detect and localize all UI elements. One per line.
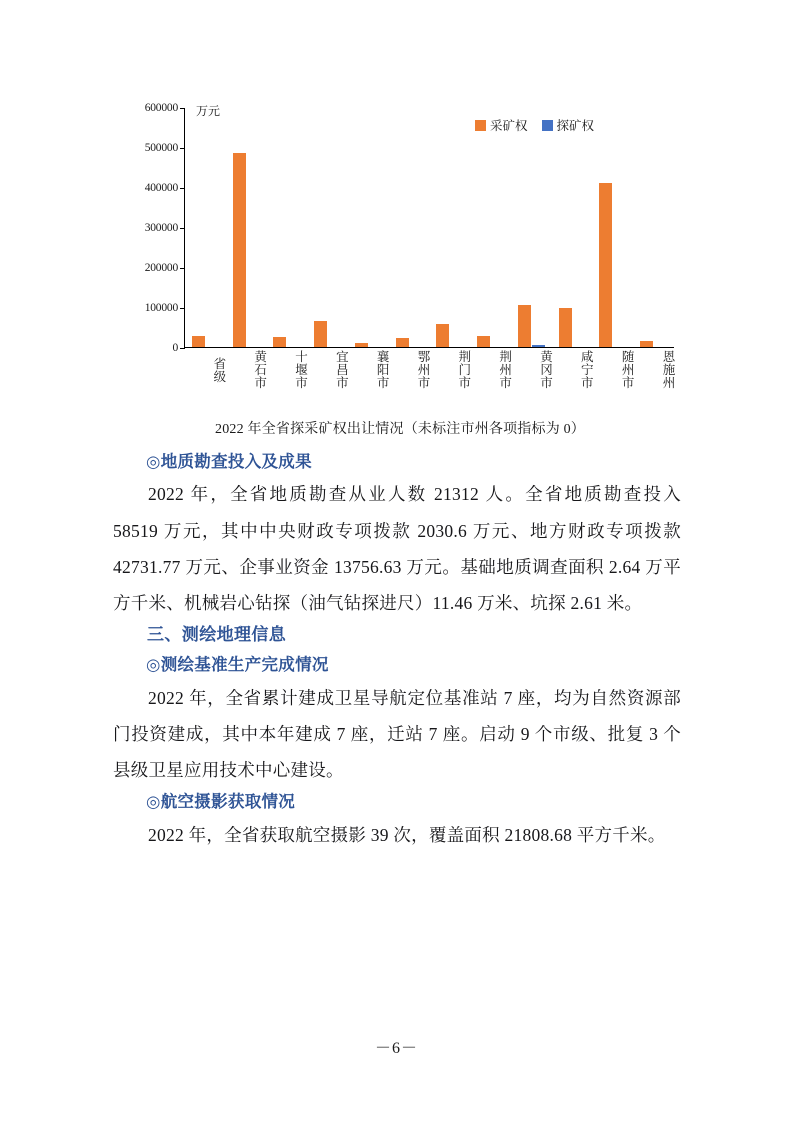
bar-chart-mining-rights <box>120 100 680 437</box>
bar-group <box>389 108 430 347</box>
x-axis-label-wrap <box>306 350 347 389</box>
y-axis-labels <box>120 100 178 354</box>
y-axis-tick <box>180 108 185 109</box>
bar-group <box>593 108 634 347</box>
y-axis-tick <box>180 188 185 189</box>
x-axis-label-wrap <box>511 350 552 389</box>
bar-group <box>226 108 267 347</box>
x-axis-labels <box>184 350 674 389</box>
y-axis-tick-label: 100000 <box>144 302 178 314</box>
bar-mining-right <box>518 305 531 347</box>
bar-mining-right <box>355 343 368 347</box>
y-axis-unit-label: 万元 <box>196 104 221 118</box>
y-axis-tick-label: 200000 <box>144 262 178 274</box>
x-axis-tick-label: 荆门市 <box>456 350 471 389</box>
bar-group <box>185 108 226 347</box>
bar-mining-right <box>192 336 205 347</box>
x-axis-tick-label: 恩施州 <box>660 350 675 389</box>
chart-bars <box>185 108 674 347</box>
y-axis-tick-label: 0 <box>172 342 178 354</box>
x-axis-tick-label: 省级 <box>211 356 226 383</box>
y-axis-tick <box>180 268 185 269</box>
x-axis-label-wrap <box>633 350 674 389</box>
x-axis-label-wrap <box>551 350 592 389</box>
y-axis-tick <box>180 308 185 309</box>
bar-group <box>511 108 552 347</box>
x-axis-label-wrap <box>429 350 470 389</box>
bar-group <box>348 108 389 347</box>
x-axis-label-wrap <box>347 350 388 389</box>
x-axis-label-wrap <box>184 350 225 389</box>
x-axis-label-wrap <box>266 350 307 389</box>
chart-plot <box>184 108 674 348</box>
legend-label: 探矿权 <box>556 119 595 133</box>
x-axis-tick-label: 荆州市 <box>497 350 512 389</box>
y-axis-tick <box>180 348 185 349</box>
legend-label: 采矿权 <box>490 119 528 133</box>
heading-geo-survey: ◎地质勘查投入及成果 <box>146 452 312 471</box>
bar-mining-right <box>233 153 246 347</box>
bar-mining-right <box>640 341 653 347</box>
bar-group <box>307 108 348 347</box>
x-axis-tick-label: 黄冈市 <box>538 350 553 389</box>
paragraph-benchmark-production: 2022 年，全省累计建成卫星导航定位基准站 7 座，均为自然资源部门投资建成，其中本年建成 7 座，迁站 7 座。启动 9 个市级、批复 3 个县级卫星应用技术中心建设。 <box>113 687 681 780</box>
x-axis-label-wrap <box>225 350 266 389</box>
bar-mining-right <box>599 183 612 347</box>
heading-aerial-photography: ◎航空摄影获取情况 <box>146 792 296 812</box>
y-axis-tick-label: 500000 <box>144 142 178 154</box>
y-axis-tick <box>180 148 185 149</box>
bar-mining-right <box>396 338 409 347</box>
bar-mining-right <box>559 308 572 347</box>
paragraph-geo-survey: 2022 年，全省地质勘查从业人数 21312 人。全省地质勘查投入 58519 万元，其中中央财政专项拨款 2030.6 万元、地方财政专项拨款 42731.77 万元、企事业资金 13756.63 万元。基础地质调查面积 2.64 万平方千米、机械岩心钻探（油气钻探进尺）11.46 万米、坑探 2.61 米。 <box>113 484 681 614</box>
bar-group <box>267 108 308 347</box>
x-axis-label-wrap <box>388 350 429 389</box>
x-axis-label-wrap <box>470 350 511 389</box>
paragraph-aerial-photography: 2022 年，全省获取航空摄影 39 次，覆盖面积 21808.68 平方千米。 <box>148 824 666 845</box>
y-axis-tick <box>180 228 185 229</box>
heading-surveying-mapping: 三、测绘地理信息 <box>147 625 287 646</box>
bar-group <box>633 108 674 347</box>
y-axis-tick-label: 300000 <box>144 222 178 234</box>
x-axis-tick-label: 鄂州市 <box>415 350 430 389</box>
bar-group <box>470 108 511 347</box>
bar-mining-right <box>314 321 327 347</box>
bar-mining-right <box>273 337 286 347</box>
bar-exploration-right <box>532 345 545 347</box>
bar-mining-right <box>436 324 449 347</box>
x-axis-tick-label: 十堰市 <box>293 350 308 389</box>
x-axis-tick-label: 襄阳市 <box>375 350 390 389</box>
x-axis-tick-label: 咸宁市 <box>579 350 594 389</box>
x-axis-tick-label: 黄石市 <box>252 350 267 389</box>
y-axis-tick-label: 600000 <box>144 102 178 114</box>
y-axis-tick-label: 400000 <box>144 182 178 194</box>
bar-group <box>552 108 593 347</box>
bar-mining-right <box>477 336 490 347</box>
bar-group <box>430 108 471 347</box>
x-axis-tick-label: 宜昌市 <box>334 350 349 389</box>
chart-caption: 2022 年全省探采矿权出让情况（未标注市州各项指标为 0） <box>215 422 585 437</box>
page-number: －6－ <box>374 1040 418 1057</box>
x-axis-tick-label: 随州市 <box>620 350 635 389</box>
document-body <box>113 448 681 853</box>
heading-benchmark-production: ◎测绘基准生产完成情况 <box>146 655 329 675</box>
x-axis-label-wrap <box>592 350 633 389</box>
chart-plot-area <box>120 100 680 389</box>
